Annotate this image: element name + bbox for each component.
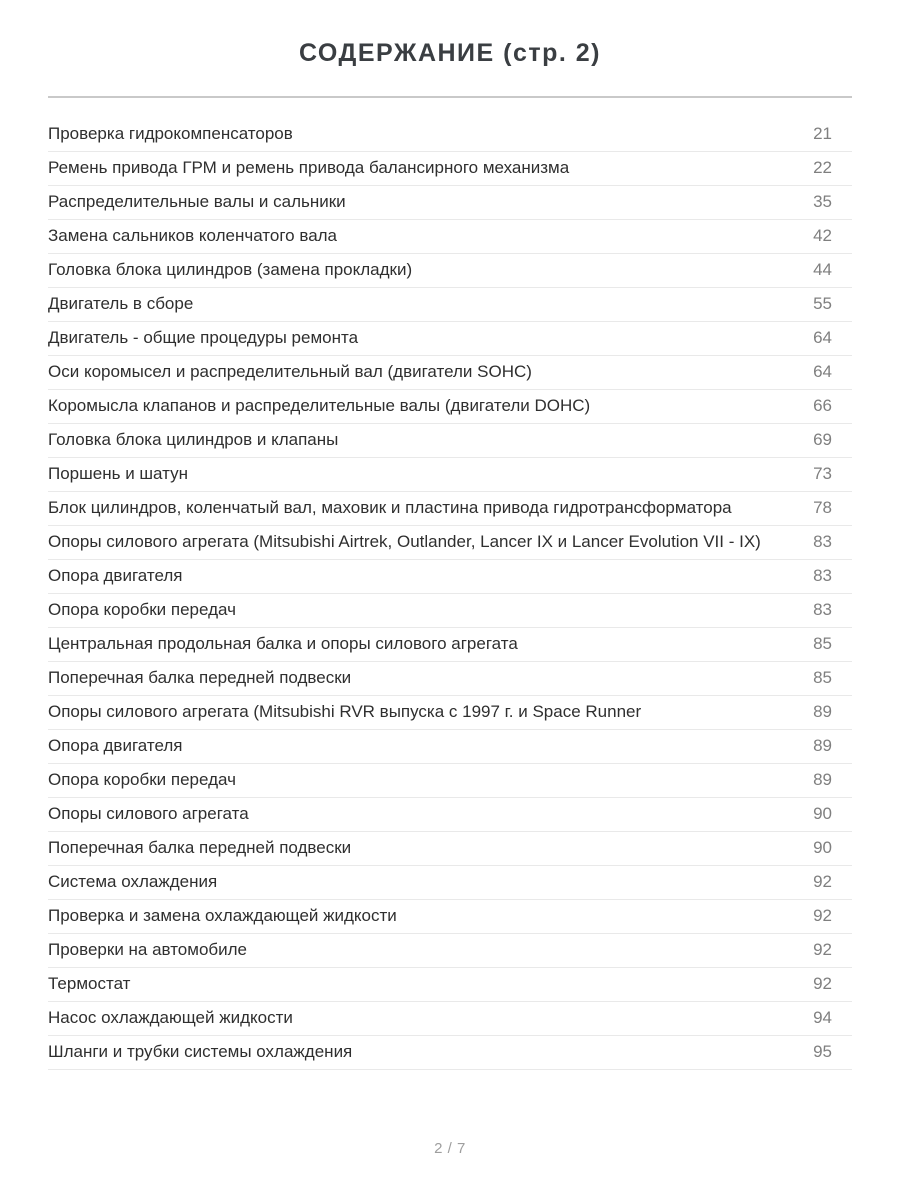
toc-entry[interactable] bbox=[48, 186, 852, 220]
toc-entry-page: 89 bbox=[813, 770, 832, 789]
toc-entry-page: 64 bbox=[813, 328, 832, 347]
title-divider bbox=[48, 96, 852, 98]
toc-entry[interactable] bbox=[48, 526, 852, 560]
toc-entry-page: 92 bbox=[813, 906, 832, 925]
toc-entry-title: Проверки на автомобиле bbox=[48, 940, 248, 959]
toc-entry[interactable] bbox=[48, 730, 852, 764]
toc-entry-page: 89 bbox=[813, 736, 832, 755]
toc-entry-page: 90 bbox=[813, 838, 832, 857]
toc-entry[interactable] bbox=[48, 832, 852, 866]
page-title: СОДЕРЖАНИЕ (стр. 2) bbox=[298, 39, 602, 67]
toc-entry-title: Головка блока цилиндров и клапаны bbox=[48, 430, 339, 449]
toc-entry-page: 83 bbox=[813, 600, 832, 619]
toc-entry-title: Двигатель - общие процедуры ремонта bbox=[48, 328, 359, 347]
toc-entry-page: 78 bbox=[813, 498, 832, 517]
toc-entry-title: Центральная продольная балка и опоры силового агрегата bbox=[48, 634, 518, 653]
toc-entry-page: 21 bbox=[813, 124, 832, 143]
toc-entry-page: 69 bbox=[813, 430, 832, 449]
toc-entry-title: Опора двигателя bbox=[48, 566, 183, 585]
toc-entry-title: Опора коробки передач bbox=[48, 770, 236, 789]
toc-entry[interactable] bbox=[48, 764, 852, 798]
toc-entry[interactable] bbox=[48, 424, 852, 458]
toc-entry-title: Ремень привода ГРМ и ремень привода балансирного механизма bbox=[48, 158, 570, 177]
toc-entry-title: Опоры силового агрегата (Mitsubishi Airtrek, Outlander, Lancer IX и Lancer Evolution VII - IX) bbox=[48, 532, 761, 551]
toc-entry[interactable] bbox=[48, 560, 852, 594]
toc-entry[interactable] bbox=[48, 288, 852, 322]
toc-entry-title: Коромысла клапанов и распределительные валы (двигатели DOHC) bbox=[48, 396, 591, 415]
toc-entry-page: 35 bbox=[813, 192, 832, 211]
toc-entry-title: Опоры силового агрегата (Mitsubishi RVR выпуска с 1997 г. и Space Runner bbox=[48, 702, 642, 721]
toc-entry-title: Двигатель в сборе bbox=[48, 294, 194, 313]
toc-entry-page: 90 bbox=[813, 804, 832, 823]
toc-entry[interactable] bbox=[48, 934, 852, 968]
toc-entry[interactable] bbox=[48, 594, 852, 628]
toc-entry[interactable] bbox=[48, 458, 852, 492]
toc-entry[interactable] bbox=[48, 322, 852, 356]
toc-entry-title: Поршень и шатун bbox=[48, 464, 188, 483]
toc-entry[interactable] bbox=[48, 356, 852, 390]
toc-entry-title: Опоры силового агрегата bbox=[48, 804, 249, 823]
toc-entry-page: 73 bbox=[813, 464, 832, 483]
toc-entry[interactable] bbox=[48, 798, 852, 832]
toc-entry-title: Шланги и трубки системы охлаждения bbox=[48, 1042, 353, 1061]
toc-entry-page: 85 bbox=[813, 668, 832, 687]
toc-entry-title: Оси коромысел и распределительный вал (двигатели SOHC) bbox=[48, 362, 532, 381]
toc-entry-page: 44 bbox=[813, 260, 832, 279]
toc-entry-page: 64 bbox=[813, 362, 832, 381]
toc-entry-page: 85 bbox=[813, 634, 832, 653]
toc-entry[interactable] bbox=[48, 866, 852, 900]
page-indicator: 2 / 7 bbox=[434, 1140, 466, 1157]
toc-entry-page: 92 bbox=[813, 974, 832, 993]
toc-entry-title: Поперечная балка передней подвески bbox=[48, 668, 352, 687]
toc-entry[interactable] bbox=[48, 492, 852, 526]
toc-entry-title: Насос охлаждающей жидкости bbox=[48, 1008, 293, 1027]
toc-entry-page: 42 bbox=[813, 226, 832, 245]
toc-entry-page: 83 bbox=[813, 566, 832, 585]
toc-entry-page: 95 bbox=[813, 1042, 832, 1061]
toc-entry[interactable] bbox=[48, 1002, 852, 1036]
toc-entry[interactable] bbox=[48, 152, 852, 186]
toc-entry-page: 92 bbox=[813, 872, 832, 891]
toc-entry-page: 94 bbox=[813, 1008, 832, 1027]
toc-entry-title: Термостат bbox=[48, 974, 131, 993]
toc-entry[interactable] bbox=[48, 628, 852, 662]
toc-entry[interactable] bbox=[48, 662, 852, 696]
toc-entry-page: 89 bbox=[813, 702, 832, 721]
toc-entry-title: Опора коробки передач bbox=[48, 600, 236, 619]
toc-entry-title: Головка блока цилиндров (замена прокладки) bbox=[48, 260, 413, 279]
toc-entry[interactable] bbox=[48, 254, 852, 288]
toc-entry-page: 55 bbox=[813, 294, 832, 313]
toc-entry-title: Опора двигателя bbox=[48, 736, 183, 755]
toc-entry[interactable] bbox=[48, 118, 852, 152]
toc-entry[interactable] bbox=[48, 1036, 852, 1070]
toc-entry-page: 66 bbox=[813, 396, 832, 415]
toc-entry-title: Распределительные валы и сальники bbox=[48, 192, 346, 211]
toc-entry[interactable] bbox=[48, 220, 852, 254]
toc-entry-page: 92 bbox=[813, 940, 832, 959]
toc-entry[interactable] bbox=[48, 968, 852, 1002]
toc-entry-title: Замена сальников коленчатого вала bbox=[48, 226, 338, 245]
toc-entry[interactable] bbox=[48, 390, 852, 424]
toc-entry-title: Блок цилиндров, коленчатый вал, маховик и пластина привода гидротрансформатора bbox=[48, 498, 732, 517]
toc-entry-title: Система охлаждения bbox=[48, 872, 218, 891]
toc-entry[interactable] bbox=[48, 900, 852, 934]
toc-entry-title: Проверка гидрокомпенсаторов bbox=[48, 124, 293, 143]
toc-entry-page: 22 bbox=[813, 158, 832, 177]
toc-entry-page: 83 bbox=[813, 532, 832, 551]
toc-list bbox=[48, 118, 852, 1070]
toc-entry-title: Поперечная балка передней подвески bbox=[48, 838, 352, 857]
toc-entry[interactable] bbox=[48, 696, 852, 730]
toc-entry-title: Проверка и замена охлаждающей жидкости bbox=[48, 906, 397, 925]
